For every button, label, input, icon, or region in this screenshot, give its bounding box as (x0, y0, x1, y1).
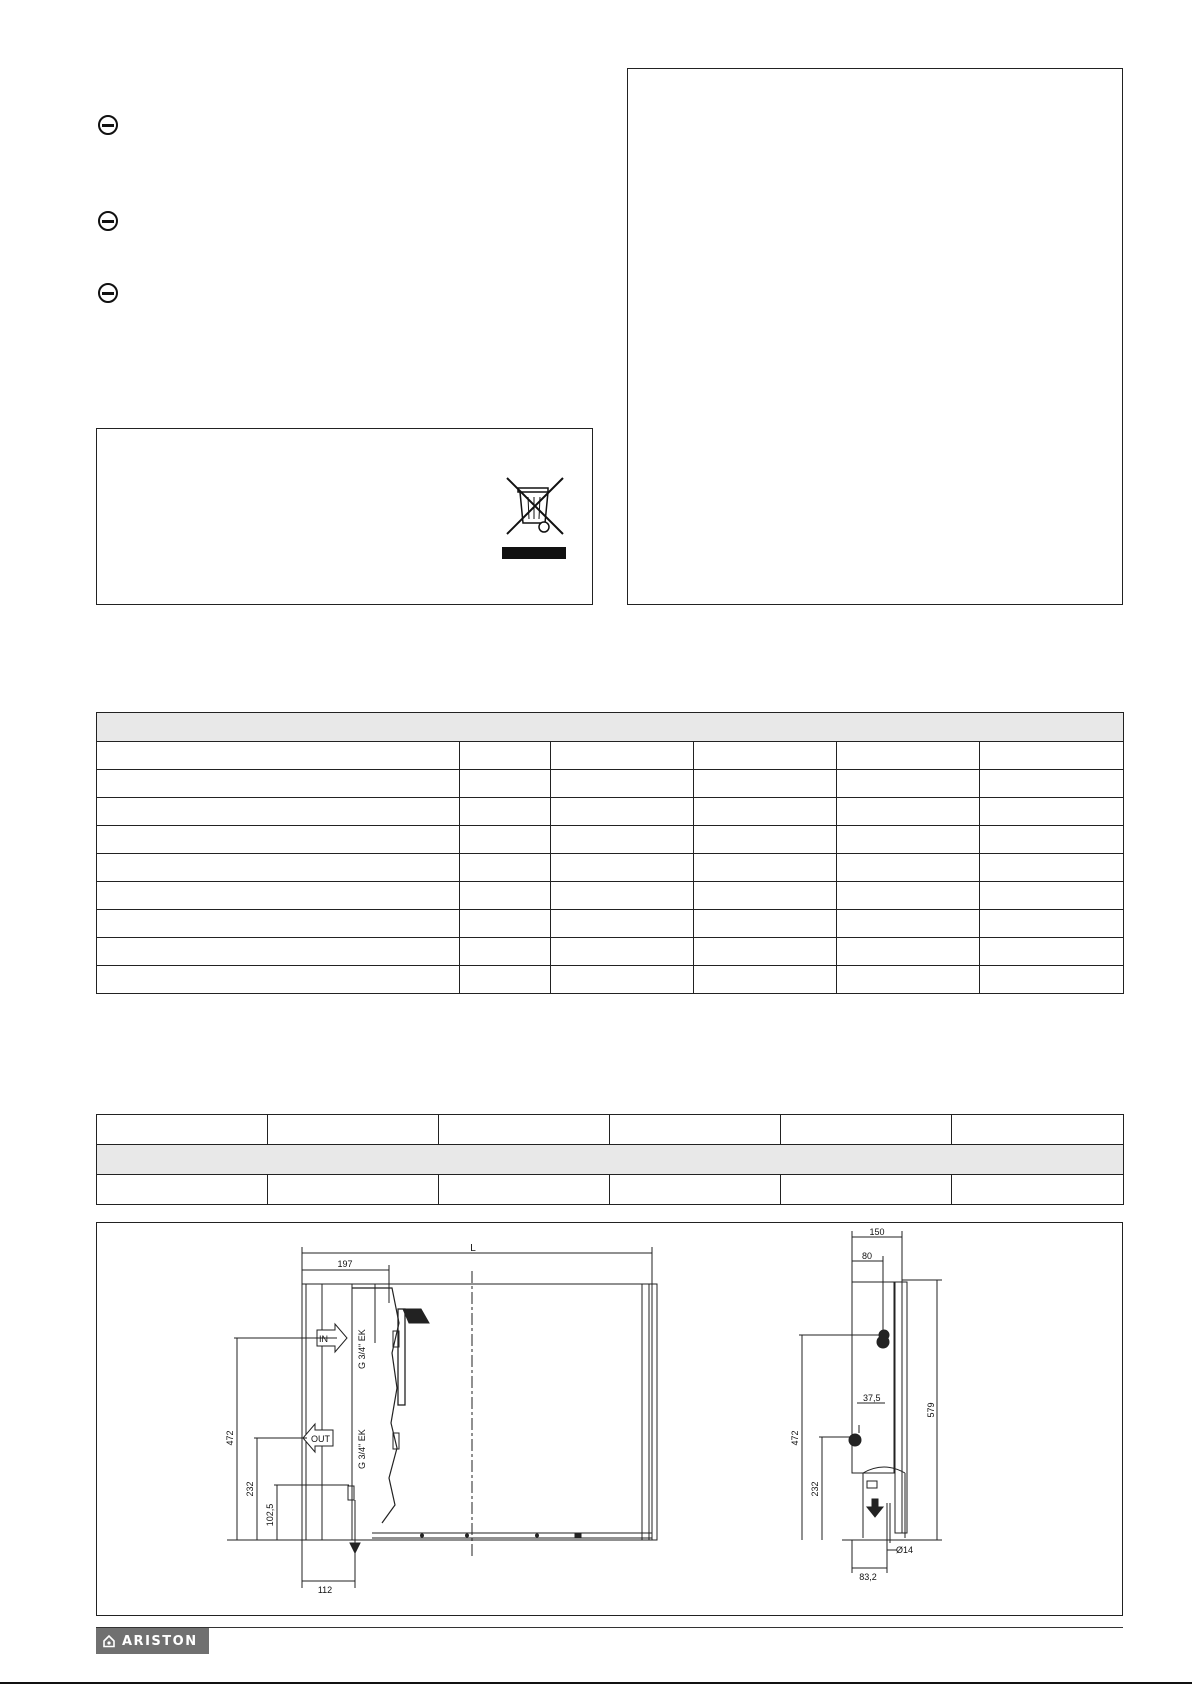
width-label: L (470, 1243, 476, 1254)
table-band (97, 1145, 1124, 1175)
no-entry-icon (98, 211, 118, 231)
outlet-thread-label: G 3/4" EK (357, 1429, 367, 1469)
side-height-outlet-label: 232 (810, 1481, 820, 1497)
disposal-box (96, 428, 593, 605)
drawing-frame (96, 1222, 1123, 1616)
table-row (97, 826, 1124, 854)
table-row (97, 798, 1124, 826)
dimension-table (96, 1114, 1124, 1205)
technical-data-table (96, 712, 1124, 994)
outlet-label: OUT (311, 1434, 330, 1444)
info-frame (627, 68, 1123, 605)
footer-rule (96, 1627, 1123, 1628)
drain-offset-label: 83,2 (859, 1572, 877, 1582)
table-row (97, 938, 1124, 966)
depth-pipe-label: 80 (861, 1251, 873, 1261)
table-row (97, 742, 1124, 770)
brand-name: ARISTON (122, 1633, 198, 1649)
side-height-inlet-label: 472 (790, 1430, 800, 1446)
inlet-label: IN (319, 1334, 328, 1344)
dimension-drawing (97, 1223, 1122, 1615)
page-bottom-rule (0, 1682, 1192, 1684)
table-row (97, 910, 1124, 938)
table-header-band (97, 713, 1124, 742)
total-height-label: 579 (926, 1402, 936, 1418)
weee-crossed-bin-icon (502, 475, 568, 560)
inlet-thread-label: G 3/4" EK (357, 1329, 367, 1369)
ariston-logo (96, 1628, 209, 1654)
height-inlet-label: 472 (225, 1430, 235, 1446)
top-offset-label: 197 (337, 1259, 353, 1269)
height-drain-label: 102,5 (265, 1503, 275, 1527)
home-icon (102, 1634, 116, 1648)
table-row (97, 770, 1124, 798)
no-entry-icon (98, 283, 118, 303)
table-row (97, 854, 1124, 882)
table-row (97, 1175, 1124, 1205)
table-row (97, 1115, 1124, 1145)
height-outlet-label: 232 (245, 1481, 255, 1497)
pipe-offset-label: 37,5 (863, 1393, 881, 1403)
depth-label: 150 (869, 1227, 885, 1237)
table-row (97, 882, 1124, 910)
drain-diameter-label: Ø14 (896, 1545, 914, 1555)
table-row (97, 966, 1124, 994)
no-entry-icon (98, 115, 118, 135)
bottom-offset-label: 112 (317, 1585, 333, 1595)
